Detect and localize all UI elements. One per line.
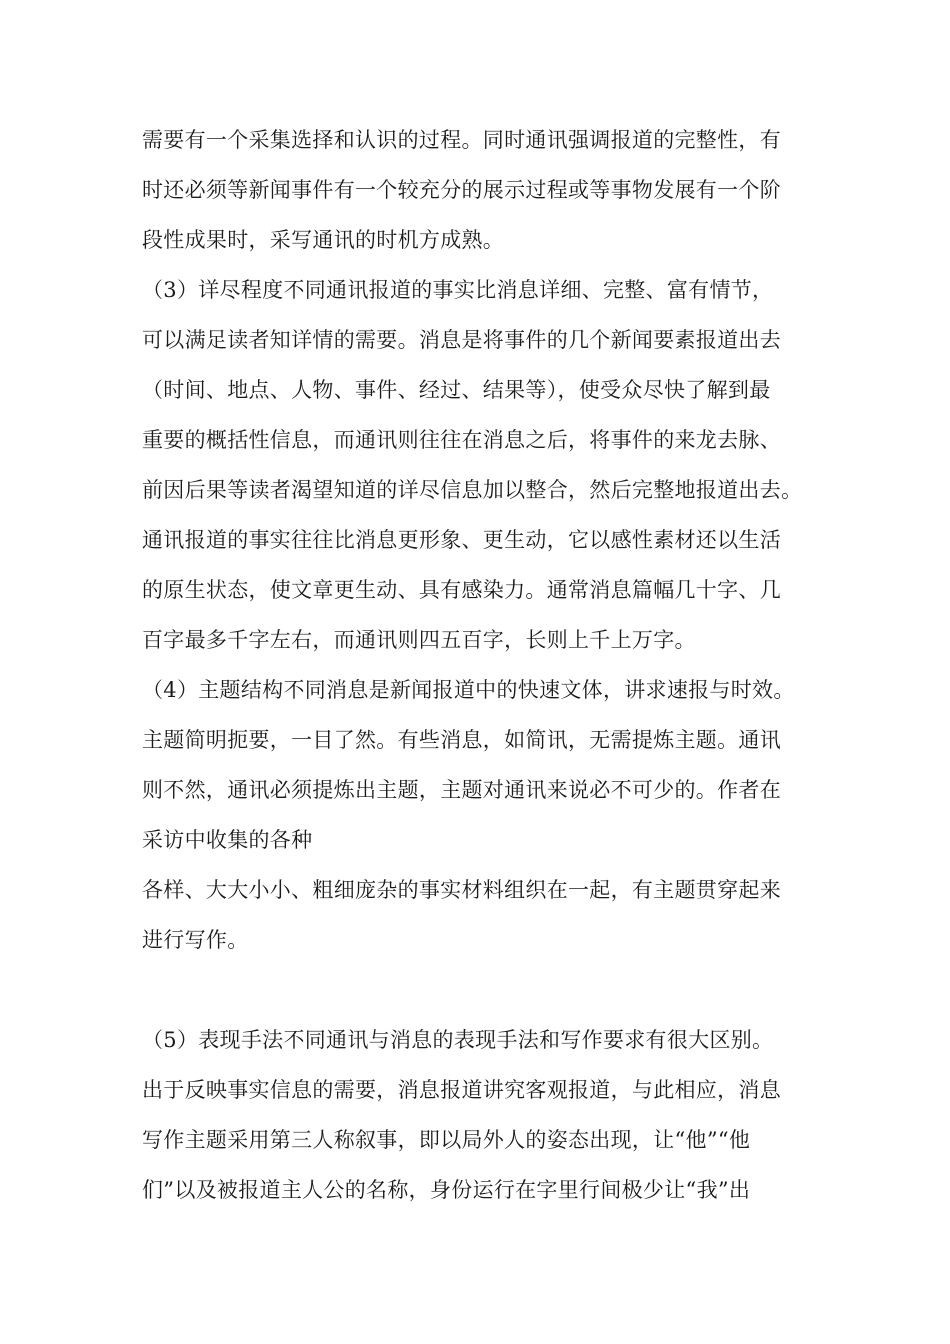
text-line: 们”以及被报道主人公的名称，身份运行在字里行间极少让“我”出 (142, 1178, 751, 1202)
text-line: 出于反映事实信息的需要，消息报道讲究客观报道，与此相应，消息 (142, 1078, 781, 1102)
text-line: 各样、大大小小、粗细庞杂的事实材料组织在一起，有主题贯穿起来 (142, 878, 781, 902)
text-line: 需要有一个采集选择和认识的过程。同时通讯强调报道的完整性，有 (142, 128, 781, 152)
text-line: （3）详尽程度不同通讯报道的事实比消息详细、完整、富有情节， (142, 278, 774, 302)
text-line: 重要的概括性信息，而通讯则往往在消息之后，将事件的来龙去脉、 (142, 428, 781, 452)
text-line: （5）表现手法不同通讯与消息的表现手法和写作要求有很大区别。 (142, 1028, 774, 1052)
text-line: 通讯报道的事实往往比消息更形象、更生动，它以感性素材还以生活 (142, 528, 781, 552)
text-line: 百字最多千字左右，而通讯则四五百字，长则上千上万字。 (142, 628, 696, 652)
text-line: 采访中收集的各种 (142, 828, 313, 852)
text-line: 主题简明扼要，一目了然。有些消息，如简讯，无需提炼主题。通讯 (142, 728, 781, 752)
text-line: 则不然，通讯必须提炼出主题，主题对通讯来说必不可少的。作者在 (142, 778, 781, 802)
text-line: （时间、地点、人物、事件、经过、结果等），使受众尽快了解到最 (142, 378, 771, 402)
text-line: 前因后果等读者渴望知道的详尽信息加以整合，然后完整地报道出去。 (142, 478, 803, 502)
text-line: 时还必须等新闻事件有一个较充分的展示过程或等事物发展有一个阶 (142, 178, 781, 202)
text-line: （4）主题结构不同消息是新闻报道中的快速文体，讲求速报与时效。 (142, 678, 795, 702)
text-line: 段性成果时，采写通讯的时机方成熟。 (142, 228, 505, 252)
text-line: 的原生状态，使文章更生动、具有感染力。通常消息篇幅几十字、几 (142, 578, 781, 602)
text-line: 进行写作。 (142, 928, 249, 952)
text-line: 写作主题采用第三人称叙事，即以局外人的姿态出现，让“他”“他 (142, 1128, 751, 1152)
text-line: 可以满足读者知详情的需要。消息是将事件的几个新闻要素报道出去 (142, 328, 781, 352)
